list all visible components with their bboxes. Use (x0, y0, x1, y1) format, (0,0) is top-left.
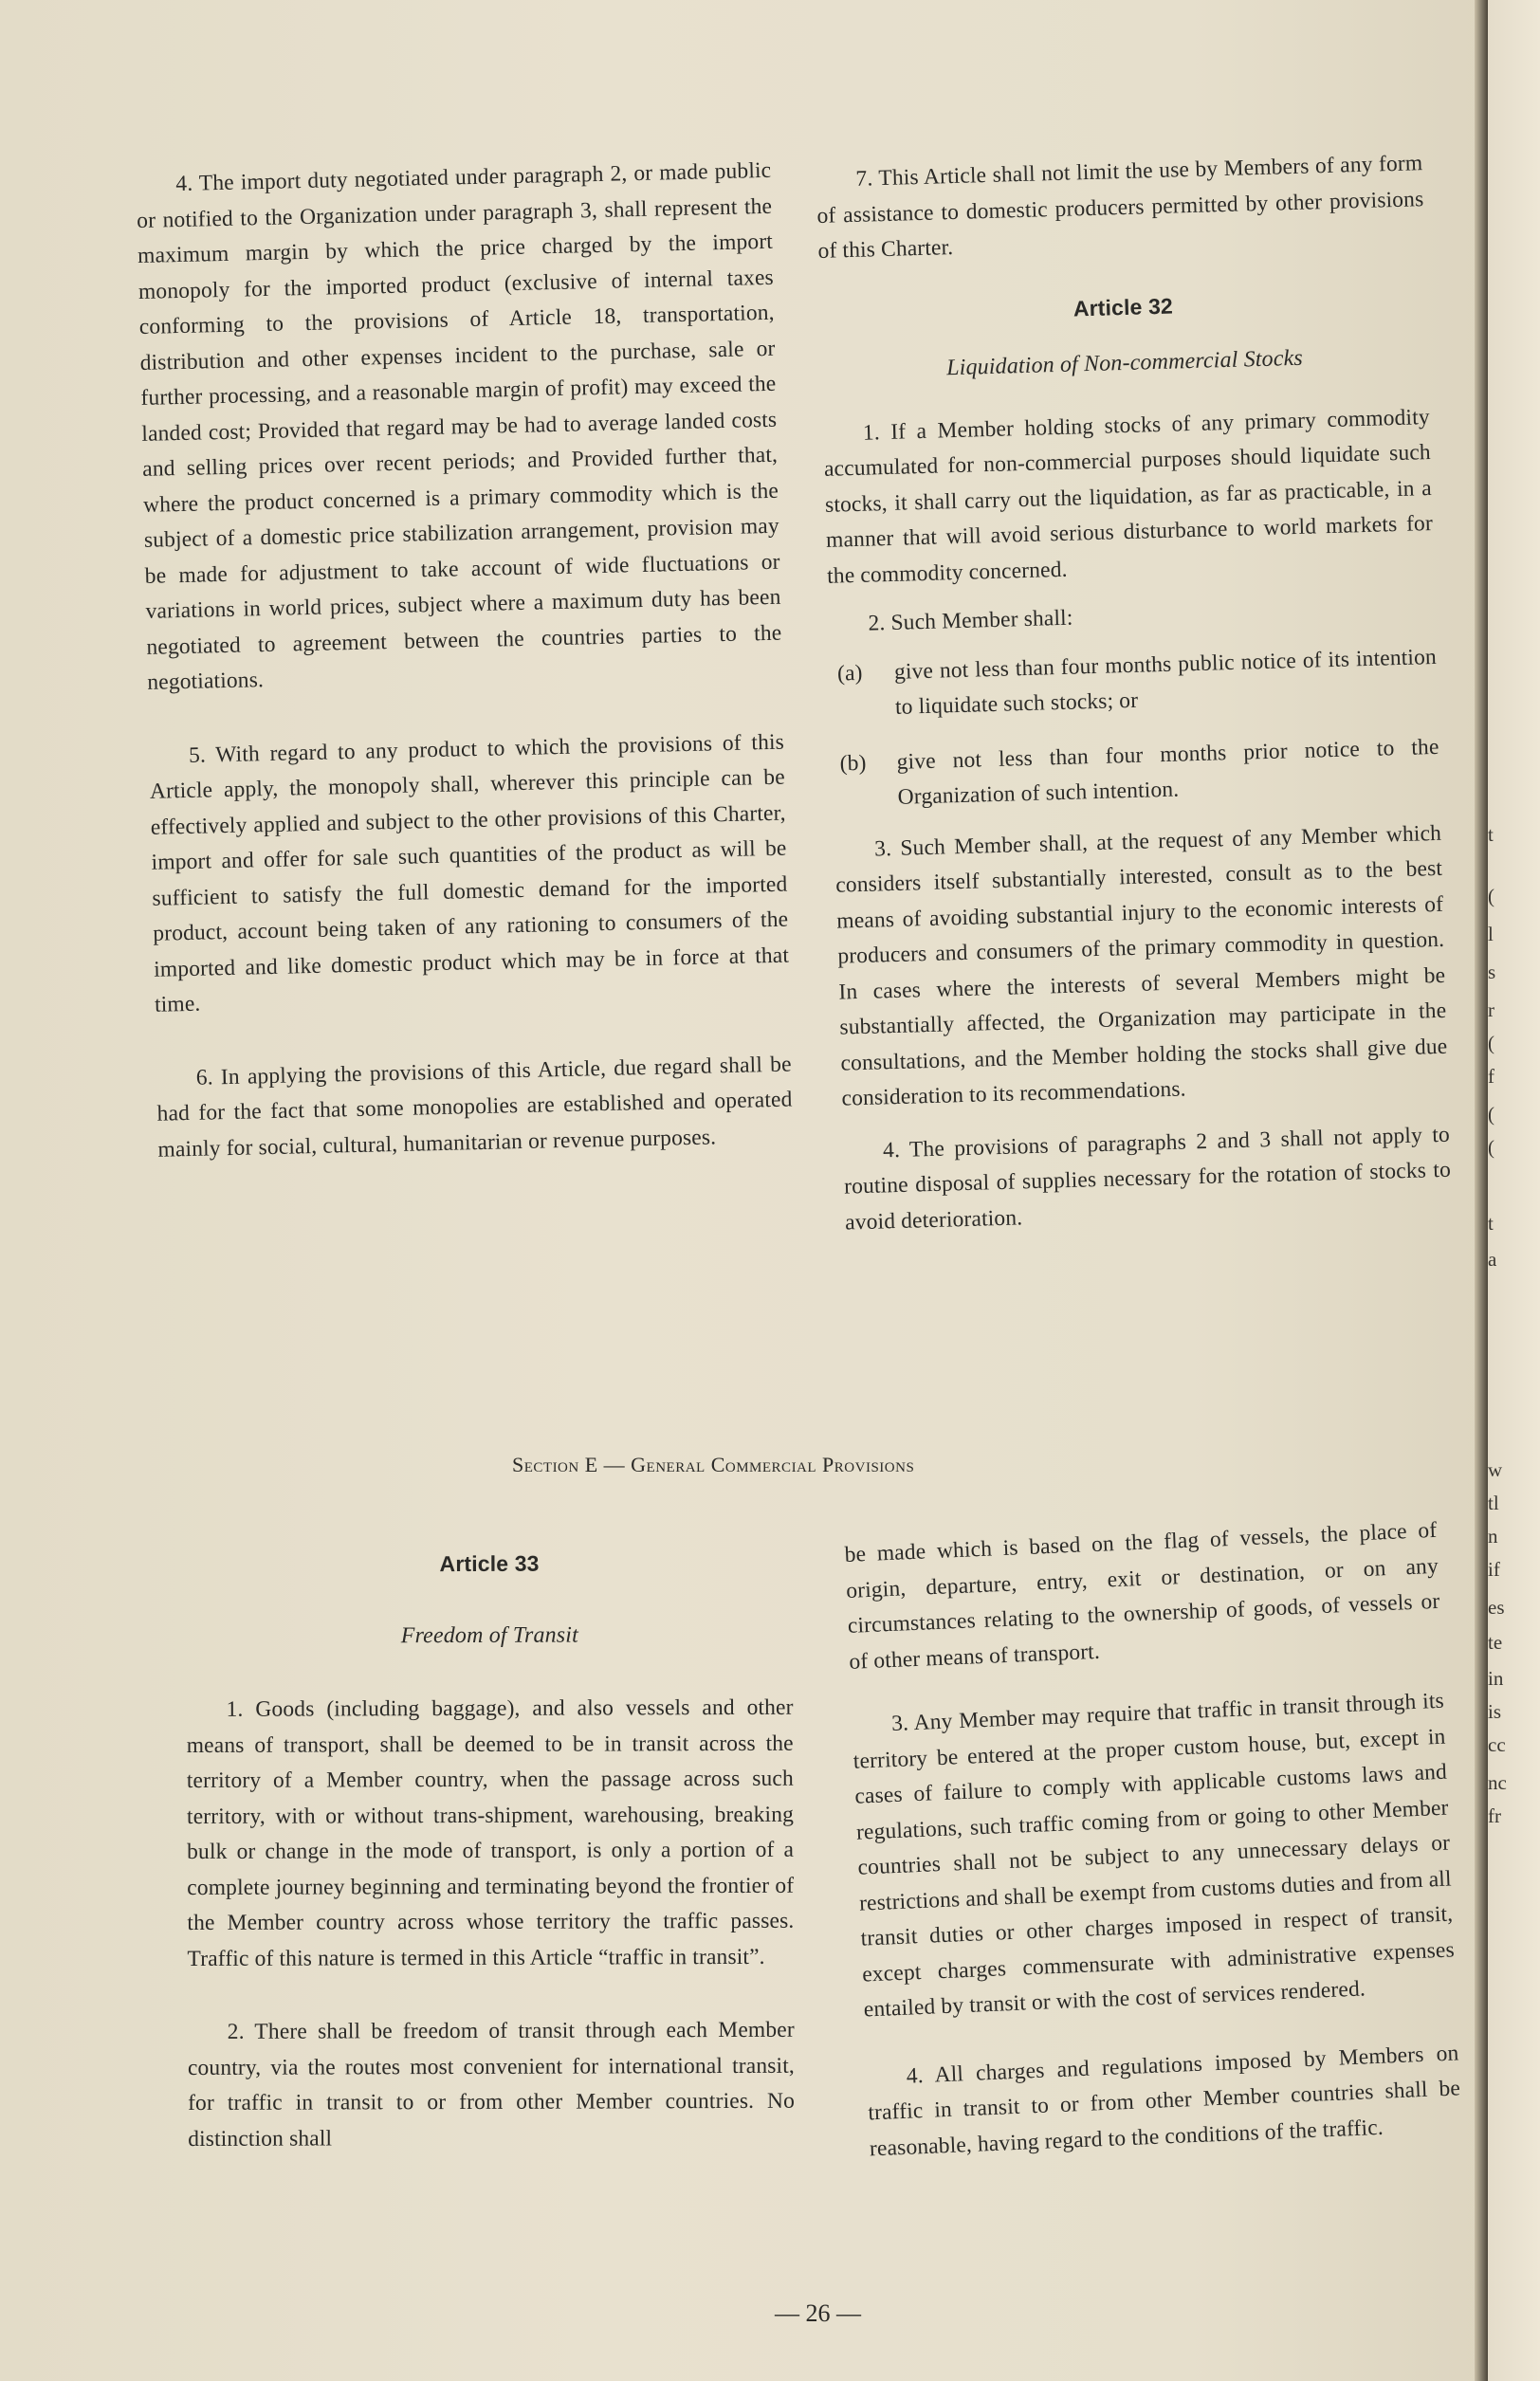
facing-text-fragment: w (1488, 1458, 1503, 1481)
facing-text-fragment: cc (1488, 1733, 1506, 1756)
facing-text-fragment: ( (1488, 885, 1494, 907)
facing-text-fragment: r (1488, 998, 1494, 1021)
right-column-top (816, 146, 1452, 1240)
left-column-top (136, 154, 794, 1168)
facing-page-edge (1488, 0, 1540, 2381)
item-b-text: give not less than four months prior notice to the Organization of such intention. (896, 734, 1439, 810)
book-spine (1475, 0, 1488, 2381)
facing-text-fragment: ( (1488, 1103, 1494, 1126)
left-column-bottom (186, 1546, 795, 2157)
article-32-item-b (832, 729, 1440, 817)
facing-text-fragment: nc (1488, 1771, 1507, 1794)
facing-text-fragment: ( (1488, 1032, 1494, 1054)
facing-text-fragment: l (1488, 923, 1494, 945)
right-column-bottom (844, 1513, 1462, 2168)
facing-text-fragment: ( (1488, 1136, 1494, 1159)
article-33-paragraph-2: 2. There shall be freedom of transit through each Member country, via the routes most convenient for international transit, for traffic in transit to or from other Member countries. No distinction shall (187, 2017, 796, 2152)
page-number: — 26 — (775, 2299, 861, 2327)
article-32-subtitle: Liquidation of Non-commercial Stocks (945, 345, 1304, 381)
article-33-continuation: be made which is based on the flag of vessels, the place of origin, departure, entry, exit or destination, or on any circumstances relating to the ownership of goods, of vessels or of other means of transport. (844, 1517, 1440, 1675)
facing-text-fragment: in (1488, 1667, 1504, 1690)
facing-text-fragment: a (1488, 1248, 1497, 1271)
facing-text-fragment: if (1488, 1558, 1500, 1581)
article-32-paragraph-1: 1. If a Member holding stocks of any primary commodity accumulated for non-commercial purposes should liquidate such stocks, it shall carry out the liquidation, as far as practicable, in a manner that will avoid serious disturbance to world markets for the commodity concerned. (823, 404, 1434, 589)
article-33-paragraph-3: 3. Any Member may require that traffic in transit through its territory be entered at the proper custom house, but, except in cases of failure to comply with applicable customs laws and regulations, such traffic coming from or going to other Member countries shall not be subject to any unnecessary delays or restrictions and shall be exempt from customs duties and from all transit duties or other charges imposed in respect of transit, except charges commensurate with administrative expenses entailed by transit or with the cost of services rendered. (852, 1688, 1456, 2023)
article-33-paragraph-1: 1. Goods (including baggage), and also vessels and other means of transport, shall be deemed to be in transit across the territory of a Member country, when the passage across such territory, with or without trans-shipment, warehousing, breaking bulk or change in the mode of transport, is only a portion of a complete journey beginning and terminating beyond the frontier of the Member country across whose territory the traffic passes. Traffic of this nature is termed in this Article “traffic in transit”. (186, 1694, 795, 1971)
facing-text-fragment: tl (1488, 1492, 1499, 1514)
facing-text-fragment: s (1488, 961, 1496, 983)
article-32-title: Article 32 (1072, 293, 1174, 321)
facing-text-fragment: t (1488, 823, 1494, 846)
facing-text-fragment: t (1488, 1212, 1494, 1235)
article-33-title: Article 33 (439, 1550, 540, 1577)
item-b-label: (b) (839, 750, 867, 777)
facing-text-fragment: is (1488, 1700, 1502, 1723)
item-a-label: (a) (836, 660, 863, 687)
article-32-paragraph-2: 2. Such Member shall: (868, 605, 1073, 636)
facing-text-fragment: te (1488, 1631, 1503, 1654)
facing-text-fragment: es (1488, 1596, 1505, 1619)
paragraph-7: 7. This Article shall not limit the use by Members of any form of assistance to domestic producers permitted by other provisions of this Charter. (816, 151, 1424, 264)
facing-text-fragment: f (1488, 1065, 1494, 1088)
facing-text-fragment: fr (1488, 1804, 1501, 1827)
section-heading: Section E — General Commercial Provisions (512, 1453, 915, 1476)
paragraph-4: 4. The import duty negotiated under paragraph 2, or made public or notified to the Organization under paragraph 3, shall represent the maximum margin by which the price charged by the import monopoly for the imported product (exclusive of internal taxes conforming to the provisions of Article 18, transportation, distribution and other expenses incident to the purchase, sale or further processing, and a reasonable margin of profit) may exceed the landed cost; Provided that regard may be had to average landed costs and selling prices over recent periods; and Provided further that, where the product concerned is a primary commodity which is the subject of a domestic price stabilization arrangement, provision may be made for adjustment to take account of wide fluctuations or variations in world prices, subject where a maximum duty has been negotiated to agreement between the countries parties to the negotiations. (136, 157, 782, 695)
facing-text-fragment: n (1488, 1525, 1498, 1548)
article-32-paragraph-4: 4. The provisions of paragraphs 2 and 3 shall not apply to routine disposal of supplies necessary for the rotation of stocks to avoid deterioration. (843, 1122, 1452, 1236)
article-33-paragraph-4: 4. All charges and regulations imposed by Members on traffic in transit to or from other Member countries shall be reasonable, having regard to the conditions of the traffic. (867, 2040, 1461, 2161)
paragraph-6: 6. In applying the provisions of this Article, due regard shall be had for the fact that some monopolies are established and operated mainly for social, cultural, humanitarian or revenue purposes. (156, 1052, 793, 1163)
article-32-paragraph-3: 3. Such Member shall, at the request of any Member which considers itself substantially interested, consult as to the best means of avoiding substantial injury to the economic interests of producers and consumers of the primary commodity in question. In cases where the interests of several Members might be substantially affected, the Organization may participate in the consultations, and the Member holding the stocks shall give due consideration to its recommendations. (834, 820, 1448, 1111)
article-33-subtitle: Freedom of Transit (400, 1622, 578, 1648)
paragraph-5: 5. With regard to any product to which the provisions of this Article apply, the monopoly shall, wherever this principle can be effectively applied and subject to the other provisions of this Charter, import and offer for sale such quantities of the product as will be sufficient to satisfy the full domestic demand for the imported product, account being taken of any rationing to consumers of the imported and like domestic product which may be in force at that time. (149, 729, 790, 1017)
article-32-item-a (830, 639, 1439, 727)
item-a-text: give not less than four months public notice of its intention to liquidate such stocks; or (893, 644, 1438, 720)
